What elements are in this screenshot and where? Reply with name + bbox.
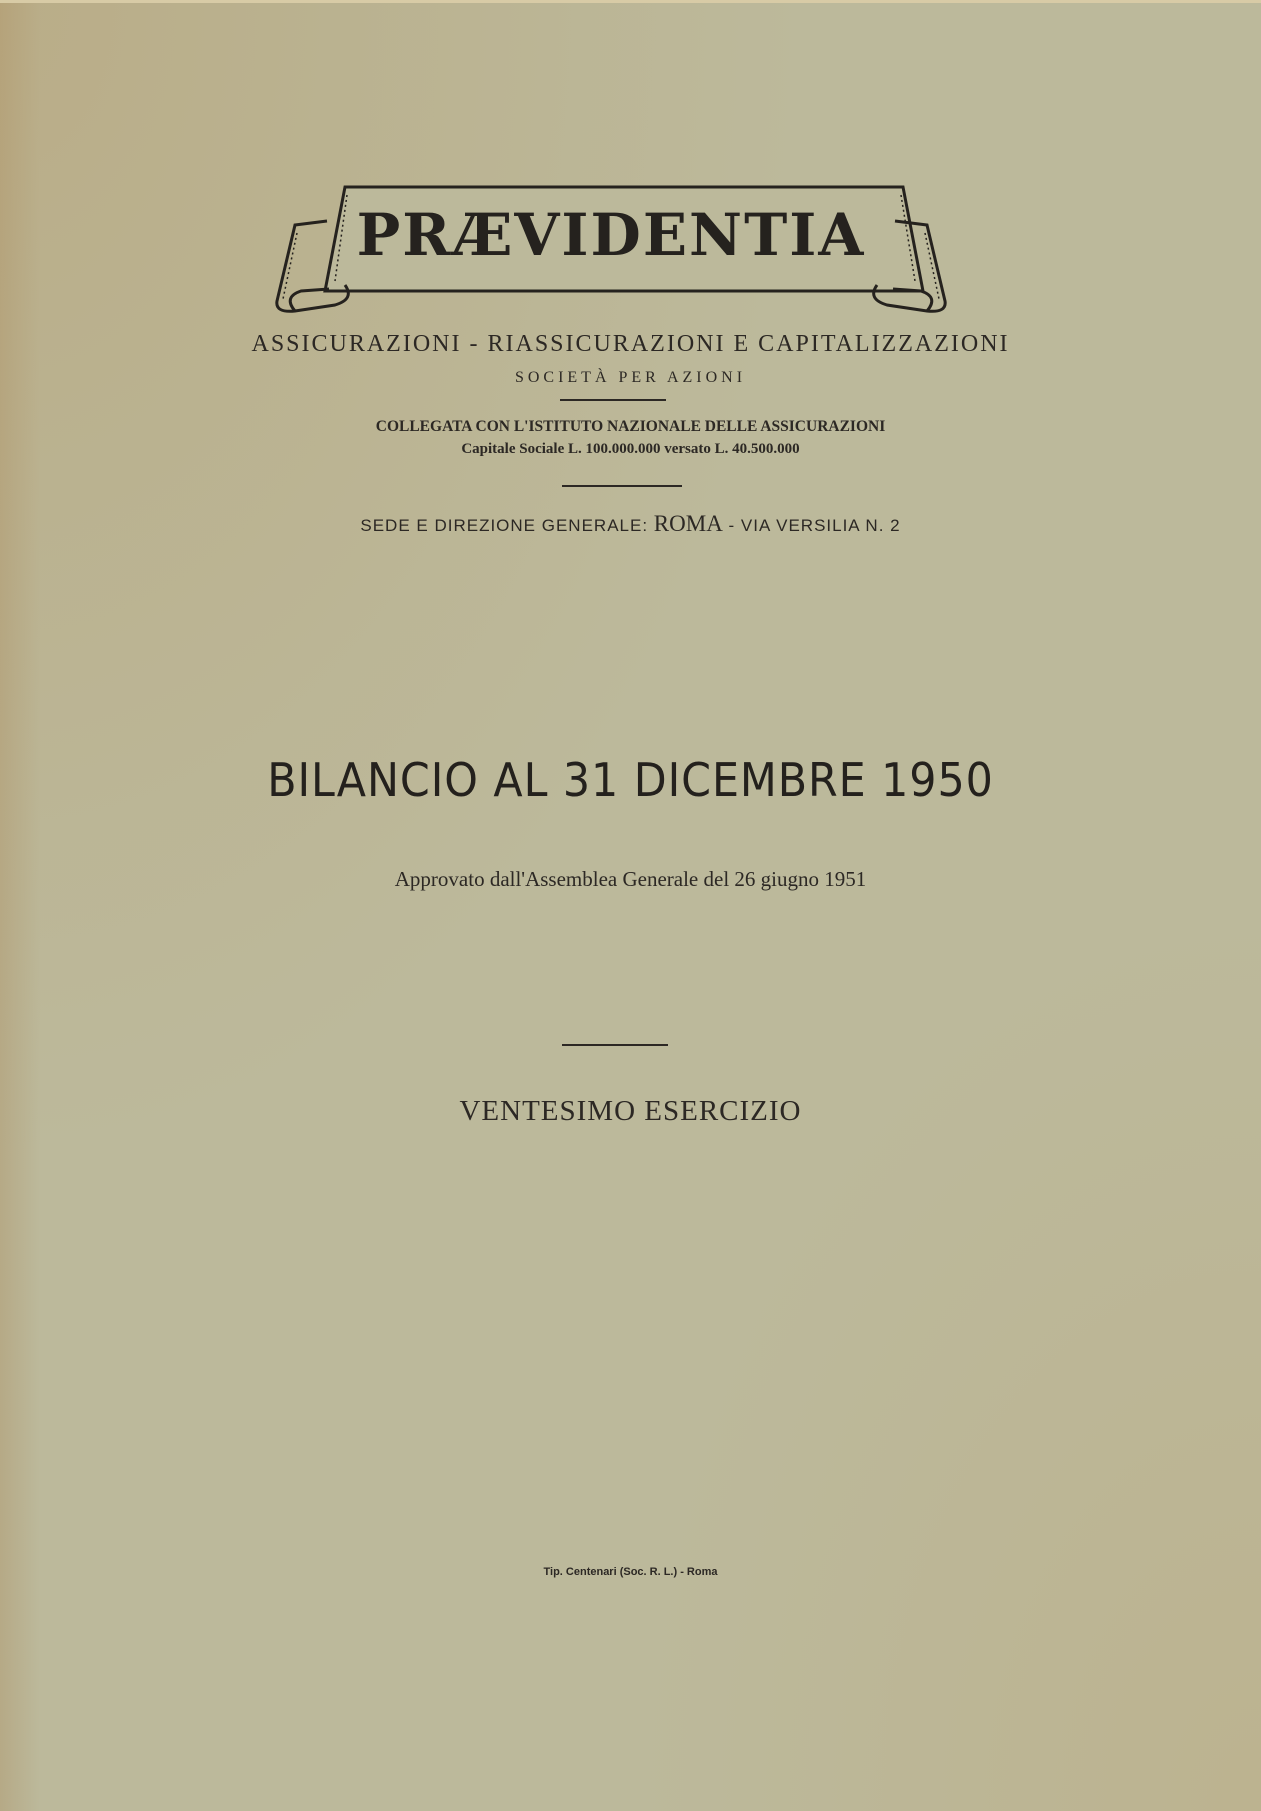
headquarters-address: - VIA VERSILIA N. 2: [728, 516, 901, 535]
headquarters-city: ROMA: [653, 511, 723, 536]
brand-banner: [275, 181, 947, 323]
divider: [562, 485, 682, 487]
document-title: BILANCIO AL 31 DICEMBRE 1950: [267, 753, 994, 807]
share-capital: Capitale Sociale L. 100.000.000 versato L. 40.500.000: [461, 441, 800, 457]
tagline: ASSICURAZIONI - RIASSICURAZIONI E CAPITALIZZAZIONI: [251, 331, 1010, 357]
divider: [562, 1044, 668, 1046]
printer-credit: Tip. Centenari (Soc. R. L.) - Roma: [543, 1566, 718, 1578]
fiscal-year: VENTESIMO ESERCIZIO: [459, 1095, 802, 1127]
affiliation: COLLEGATA CON L'ISTITUTO NAZIONALE DELLE ASSICURAZIONI: [375, 418, 886, 435]
headquarters: [0, 511, 1261, 537]
divider: [560, 399, 666, 401]
brand-name: PRÆVIDENTIA: [356, 201, 866, 269]
headquarters-label: SEDE E DIREZIONE GENERALE:: [360, 516, 649, 535]
company-type: SOCIETÀ PER AZIONI: [514, 369, 747, 386]
approval-note: Approvato dall'Assemblea Generale del 26 giugno 1951: [394, 867, 867, 891]
